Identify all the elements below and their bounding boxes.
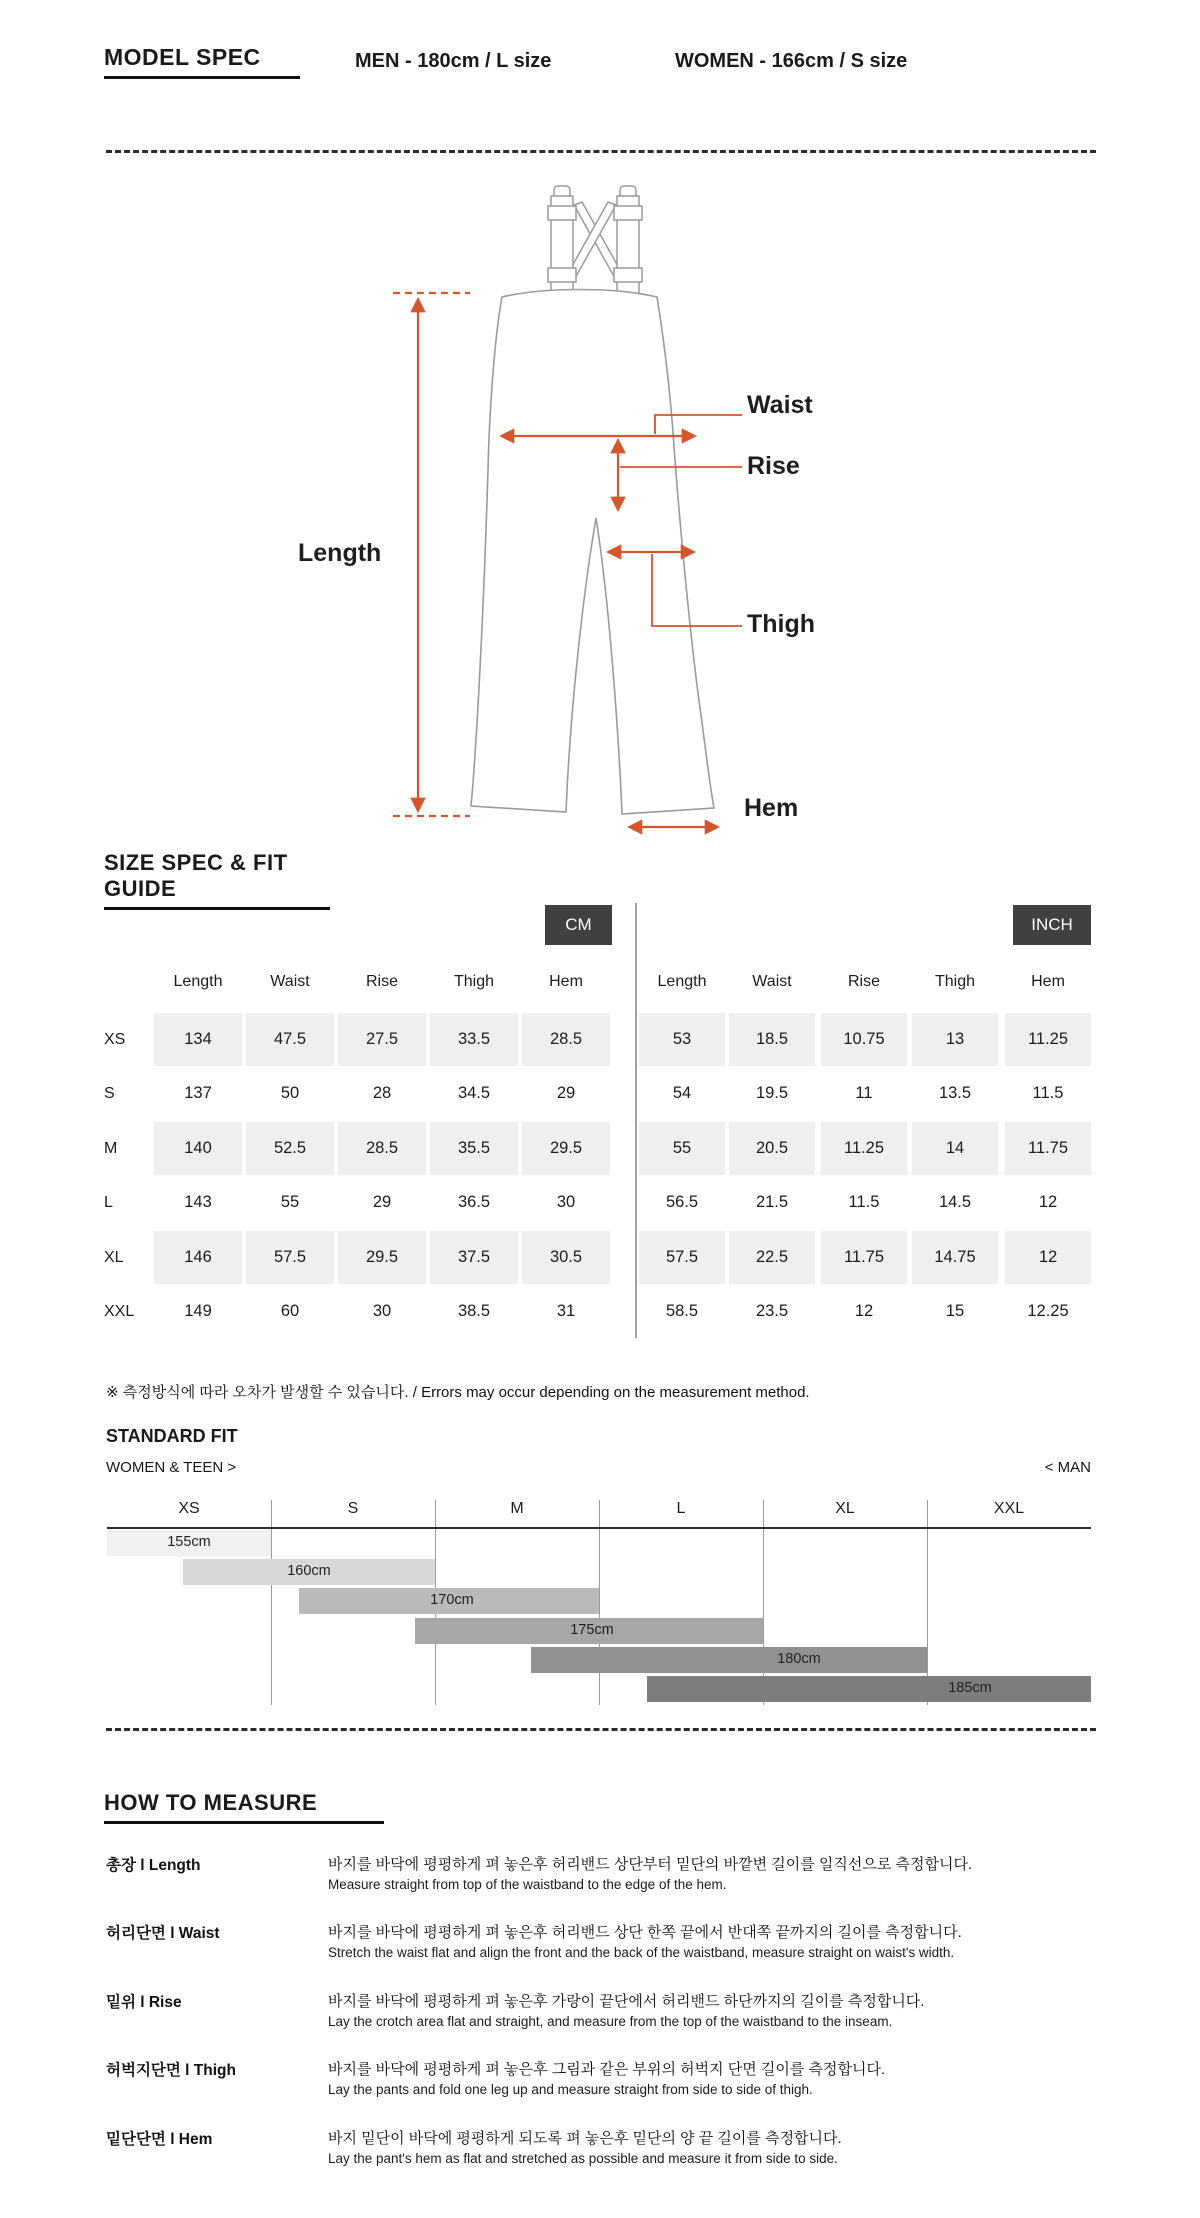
model-spec-men: MEN - 180cm / L size [355,50,552,72]
dashed-divider-bottom [106,1728,1096,1731]
measure-item-kr: 바지 밑단이 바닥에 평평하게 되도록 펴 놓은후 밑단의 양 끝 길이를 측정합니다. [328,2130,842,2147]
measure-item-kr: 바지를 바닥에 평평하게 펴 놓은후 가랑이 끝단에서 허리밴드 하단까지의 길이를 측정합니다. [328,1993,925,2010]
measure-item-en: Measure straight from top of the waistband to the edge of the hem. [328,1877,727,1892]
how-to-measure-title: HOW TO MEASURE [104,1790,384,1824]
cm-cell: 140 [154,1122,242,1175]
inch-cell: 12 [1005,1231,1091,1284]
chart-column-divider [927,1500,928,1705]
cm-cell: 60 [280,1302,300,1320]
cm-cell: 37.5 [430,1231,518,1284]
inch-cell: 11 [855,1084,873,1102]
inch-column-header: Hem [1031,973,1065,990]
inch-cell: 20.5 [729,1122,815,1175]
inch-cell: 55 [639,1122,725,1175]
cm-cell: 38.5 [457,1302,491,1320]
inch-cell: 18.5 [729,1013,815,1066]
chart-category-label: S [347,1500,359,1517]
measure-item-en: Lay the pants and fold one leg up and measure straight from side to side of thigh. [328,2082,813,2097]
size-row-label: XL [104,1248,124,1266]
cm-cell: 55 [280,1193,300,1211]
measure-item-en: Stretch the waist flat and align the front and the back of the waistband, measure straight on waist's width. [328,1945,955,1960]
inch-cell: 10.75 [821,1013,907,1066]
chart-column-divider [763,1500,764,1705]
cm-cell: 50 [280,1084,300,1102]
cm-cell: 28.5 [522,1013,610,1066]
measure-item-kr: 바지를 바닥에 평평하게 펴 놓은후 허리밴드 상단부터 밑단의 바깥변 길이를 일직선으로 측정합니다. [328,1856,973,1873]
inch-cell: 57.5 [639,1231,725,1284]
inch-cell: 11.75 [821,1231,907,1284]
measure-item-label: 허리단면 l Waist [106,1925,220,1942]
inch-column-header: Rise [847,973,880,990]
inch-cell: 19.5 [755,1084,789,1102]
cm-cell: 27.5 [338,1013,426,1066]
standard-fit-man: < MAN [1044,1459,1091,1476]
size-row-label: L [104,1193,113,1211]
chart-category-label: M [510,1500,524,1517]
unit-badge-inch: INCH [1013,905,1091,945]
cm-cell: 57.5 [246,1231,334,1284]
cm-cell: 30 [556,1193,576,1211]
chart-bar-label: 180cm [777,1651,821,1667]
inch-cell: 14.75 [912,1231,998,1284]
inch-cell: 11.25 [1005,1013,1091,1066]
cm-cell: 30.5 [522,1231,610,1284]
inch-cell: 12.25 [1027,1302,1069,1320]
measurement-note: ※ 측정방식에 따라 오차가 발생할 수 있습니다. / Errors may occur depending on the measurement method. [106,1384,810,1401]
cm-cell: 36.5 [457,1193,491,1211]
inch-cell: 14.5 [938,1193,972,1211]
chart-category-label: L [676,1500,686,1517]
cm-column-header: Length [173,973,223,990]
inch-cell: 14 [912,1122,998,1175]
cm-cell: 29 [372,1193,392,1211]
inch-cell: 54 [672,1084,692,1102]
chart-bar-label: 185cm [948,1680,992,1696]
diagram-label-thigh: Thigh [747,610,816,638]
cm-cell: 29 [556,1084,576,1102]
standard-fit-women-teen: WOMEN & TEEN > [106,1459,237,1476]
inch-column-header: Length [657,973,707,990]
cm-column-header: Rise [365,973,398,990]
size-spec-title: SIZE SPEC & FIT GUIDE [104,850,330,910]
chart-bar-label: 170cm [430,1592,474,1608]
measure-item-kr: 바지를 바닥에 평평하게 펴 놓은후 그림과 같은 부위의 허벅지 단면 길이를 측정합니다. [328,2061,886,2078]
inch-cell: 12 [1038,1193,1058,1211]
chart-bar [531,1647,927,1673]
cm-column-header: Thigh [453,973,495,990]
inch-cell: 15 [945,1302,965,1320]
cm-cell: 149 [184,1302,212,1320]
measure-item-en: Lay the crotch area flat and straight, and measure from the top of the waistband to the inseam. [328,2014,893,2029]
standard-fit-title: STANDARD FIT [106,1426,238,1446]
diagram-label-rise: Rise [747,452,800,480]
chart-category-label: XL [835,1500,855,1517]
measure-item-label: 허벅지단면 l Thigh [106,2062,236,2079]
inch-cell: 56.5 [665,1193,699,1211]
cm-cell: 137 [184,1084,212,1102]
chart-bar [647,1676,1091,1702]
measure-item-label: 밑위 l Rise [106,1994,182,2011]
cm-cell: 146 [154,1231,242,1284]
inch-cell: 21.5 [755,1193,789,1211]
unit-badge-cm: CM [545,905,612,945]
cm-cell: 29.5 [522,1122,610,1175]
diagram-label-length: Length [298,539,382,567]
inch-cell: 13.5 [938,1084,972,1102]
cm-cell: 47.5 [246,1013,334,1066]
chart-bar-label: 155cm [167,1534,211,1550]
inch-cell: 22.5 [729,1231,815,1284]
cm-cell: 28 [372,1084,392,1102]
diagram-label-waist: Waist [747,391,813,419]
cm-column-header: Waist [270,973,310,990]
cm-cell: 143 [184,1193,212,1211]
size-row-label: M [104,1139,118,1157]
dashed-divider-top [106,150,1096,153]
cm-cell: 52.5 [246,1122,334,1175]
diagram-label-hem: Hem [744,794,799,822]
cm-cell: 28.5 [338,1122,426,1175]
measure-item-label: 총장 l Length [106,1857,201,1874]
inch-cell: 13 [912,1013,998,1066]
pants-measurement-diagram [280,178,760,852]
inch-cell: 53 [639,1013,725,1066]
inch-column-header: Thigh [934,973,976,990]
inch-cell: 23.5 [755,1302,789,1320]
size-row-label: XS [104,1030,126,1048]
cm-cell: 34.5 [457,1084,491,1102]
cm-cell: 33.5 [430,1013,518,1066]
measure-item-label: 밑단단면 l Hem [106,2131,213,2148]
inch-cell: 58.5 [665,1302,699,1320]
table-divider [635,903,637,1338]
cm-cell: 30 [372,1302,392,1320]
chart-bar-label: 160cm [287,1563,331,1579]
cm-cell: 31 [556,1302,576,1320]
size-row-label: S [104,1084,115,1102]
inch-column-header: Waist [752,973,792,990]
model-spec-women: WOMEN - 166cm / S size [675,50,908,72]
chart-column-divider [599,1500,600,1705]
chart-bar-label: 175cm [570,1622,614,1638]
cm-cell: 35.5 [430,1122,518,1175]
inch-cell: 11.25 [821,1122,907,1175]
measure-item-en: Lay the pant's hem as flat and stretched as possible and measure it from side to side. [328,2151,838,2166]
cm-cell: 134 [154,1013,242,1066]
inch-cell: 12 [854,1302,874,1320]
cm-column-header: Hem [549,973,583,990]
chart-column-divider [271,1500,272,1705]
size-row-label: XXL [104,1302,135,1320]
chart-category-label: XS [178,1500,200,1517]
chart-baseline [107,1527,1091,1529]
page-title: MODEL SPEC [104,44,300,79]
inch-cell: 11.5 [1032,1084,1064,1102]
cm-cell: 29.5 [338,1231,426,1284]
inch-cell: 11.75 [1005,1122,1091,1175]
chart-category-label: XXL [993,1500,1025,1517]
measure-item-kr: 바지를 바닥에 평평하게 펴 놓은후 허리밴드 상단 한쪽 끝에서 반대쪽 끝까지의 길이를 측정합니다. [328,1924,962,1941]
inch-cell: 11.5 [848,1193,880,1211]
